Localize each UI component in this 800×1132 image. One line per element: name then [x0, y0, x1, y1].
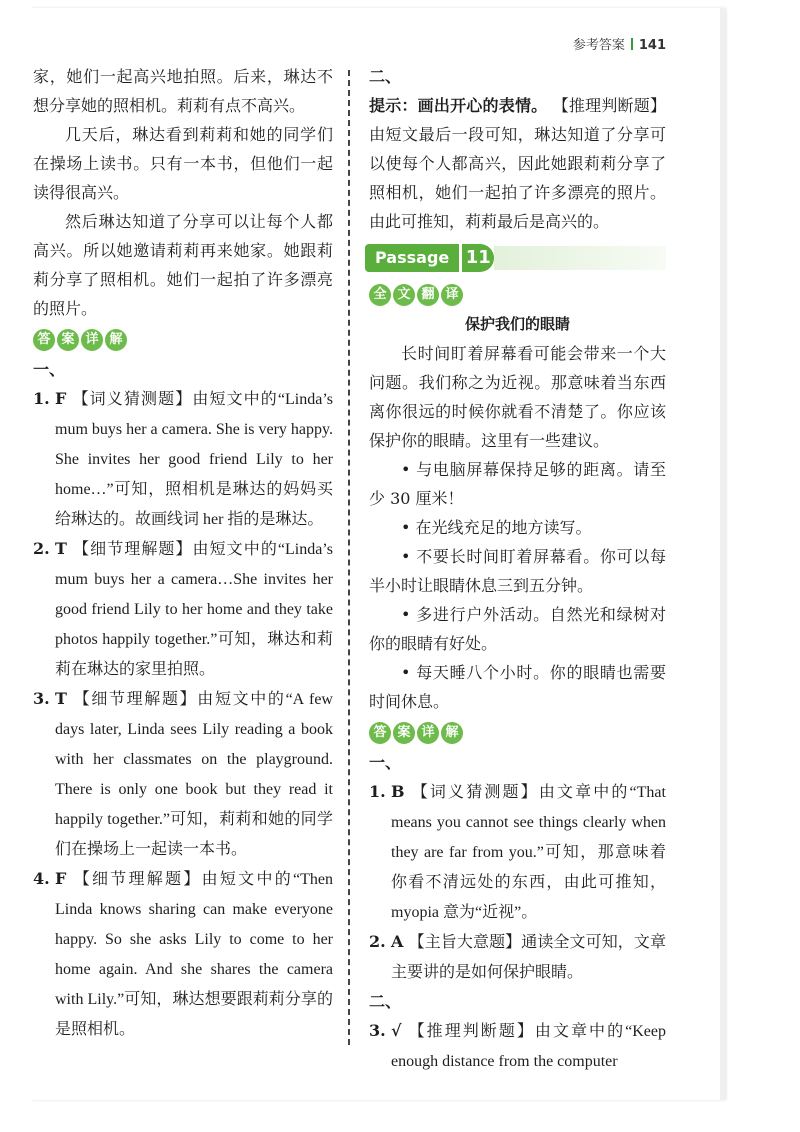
item-tag: 【词义猜测题】 [72, 389, 193, 408]
section-heading: 二、 [369, 992, 402, 1011]
answer-item [369, 1016, 666, 1076]
answer-item [369, 777, 666, 927]
item-text: 由短文中的“Then Linda knows sharing can make everyone happy. So she asks Lily to come to her home again. And she shares the camera with Lily.”可知，琳达想要跟莉莉分享的是照相机。 [55, 871, 333, 1038]
item-tag: 【词义猜测题】 [411, 782, 539, 801]
translation-title: 保护我们的眼睛 [464, 315, 570, 333]
badge-char: 解 [441, 722, 463, 744]
item-number: 2. [33, 539, 50, 558]
item-tag: 【推理判断题】 [408, 1021, 535, 1040]
bullet-item: • 每天睡八个小时。你的眼睛也需要时间休息。 [369, 663, 666, 711]
item-text: 由短文中的“Linda’s mum buys her a camera…She invites her good friend Lily to her home and they take photos happily together.”可知，琳达和莉莉在琳达的家里拍照。 [55, 541, 333, 678]
item-number: 3. [33, 689, 50, 708]
left-column [33, 62, 333, 1044]
item-number: 1. [369, 782, 386, 801]
answer-item [33, 384, 333, 534]
page-header [573, 34, 666, 53]
answer-item [33, 684, 333, 864]
badge-char: 翻 [417, 284, 439, 306]
hint-label: 提示：画出开心的表情。 [369, 96, 548, 115]
passage-banner [365, 244, 666, 272]
paragraph: 几天后，琳达看到莉莉和她的同学们在操场上读书。只有一本书，但他们一起读得很高兴。 [33, 125, 333, 202]
page-edge [720, 8, 725, 1100]
badge-char: 案 [393, 722, 415, 744]
passage-number: 11 [459, 244, 494, 272]
item-number: 1. [33, 389, 50, 408]
bullet-item: • 在光线充足的地方读写。 [401, 518, 592, 537]
badge-char: 案 [57, 329, 79, 351]
right-column [369, 62, 666, 1076]
badge-char: 解 [105, 329, 127, 351]
page-number: 141 [638, 38, 666, 53]
item-answer: A [391, 932, 404, 951]
section-heading: 一、 [369, 753, 402, 772]
item-answer: B [391, 782, 405, 801]
passage-bar [494, 246, 666, 270]
item-text: 由文章中的“Keep enough distance from the computer [391, 1023, 666, 1070]
badge-char: 详 [417, 722, 439, 744]
badge-char: 答 [369, 722, 391, 744]
answer-item [369, 927, 666, 987]
paragraph: 然后琳达知道了分享可以让每个人都高兴。所以她邀请莉莉再来她家。她跟莉莉分享了照相机。她们一起拍了许多漂亮的照片。 [33, 212, 333, 318]
column-divider [348, 70, 350, 1045]
item-answer: F [55, 389, 67, 408]
item-answer: √ [391, 1021, 402, 1040]
hint-text: 由短文最后一段可知，琳达知道了分享可以使每个人都高兴，因此她跟莉莉分享了照相机，她们一起拍了许多漂亮的照片。由此可推知，莉莉最后是高兴的。 [369, 125, 666, 231]
item-answer: F [55, 869, 67, 888]
item-tag: 【主旨大意题】 [408, 932, 522, 951]
full-translation-badge [369, 284, 463, 306]
hint-paragraph [369, 91, 666, 236]
paragraph: 家，她们一起高兴地拍照。后来，琳达不想分享她的照相机。莉莉有点不高兴。 [33, 67, 333, 115]
item-tag: 【细节理解题】 [73, 869, 202, 888]
item-text: 通读全文可知，文章主要讲的是如何保护眼睛。 [391, 934, 666, 981]
bullet-item: • 不要长时间盯着屏幕看。你可以每半小时让眼睛休息三到五分钟。 [369, 547, 666, 595]
item-tag: 【细节理解题】 [73, 689, 198, 708]
answer-explanation-badge [369, 722, 463, 744]
badge-char: 译 [441, 284, 463, 306]
badge-char: 文 [393, 284, 415, 306]
paragraph: 长时间盯着屏幕看可能会带来一个大问题。我们称之为近视。那意味着当东西离你很远的时候你就看不清楚了。你应该保护你的眼睛。这里有一些建议。 [369, 344, 666, 450]
header-separator [631, 38, 633, 50]
item-text: 由短文中的“Linda’s mum buys her a camera. She is very happy. She invites her good friend Lily to her home…”可知，照相机是琳达的妈妈买给琳达的。故画线词 her 指的是琳达。 [55, 391, 333, 528]
section-heading: 二、 [369, 67, 402, 86]
item-answer: T [55, 539, 67, 558]
item-number: 2. [369, 932, 386, 951]
header-label: 参考答案 [572, 38, 625, 53]
badge-char: 详 [81, 329, 103, 351]
item-number: 4. [33, 869, 50, 888]
answer-item [33, 534, 333, 684]
item-text: 由文章中的“That means you cannot see things clearly when they are far from you.”可知，那意味着你看不清远处的东西，由此可推知，myopia 意为“近视”。 [391, 784, 666, 921]
answer-item [33, 864, 333, 1044]
section-heading: 一、 [33, 360, 66, 379]
item-tag: 【细节理解题】 [73, 539, 193, 558]
item-number: 3. [369, 1021, 386, 1040]
badge-char: 答 [33, 329, 55, 351]
bullet-item: • 多进行户外活动。自然光和绿树对你的眼睛有好处。 [369, 605, 666, 653]
item-answer: T [55, 689, 67, 708]
badge-char: 全 [369, 284, 391, 306]
hint-tag: 【推理判断题】 [552, 96, 666, 115]
item-text: 由短文中的“A few days later, Linda sees Lily reading a book with her classmates on the playground. There is only one book but they read it happily together.”可知，莉莉和她的同学们在操场上一起读一本书。 [55, 691, 333, 858]
passage-label: Passage [365, 244, 459, 272]
answer-explanation-badge [33, 329, 127, 351]
bullet-item: • 与电脑屏幕保持足够的距离。请至少 30 厘米！ [369, 460, 666, 508]
